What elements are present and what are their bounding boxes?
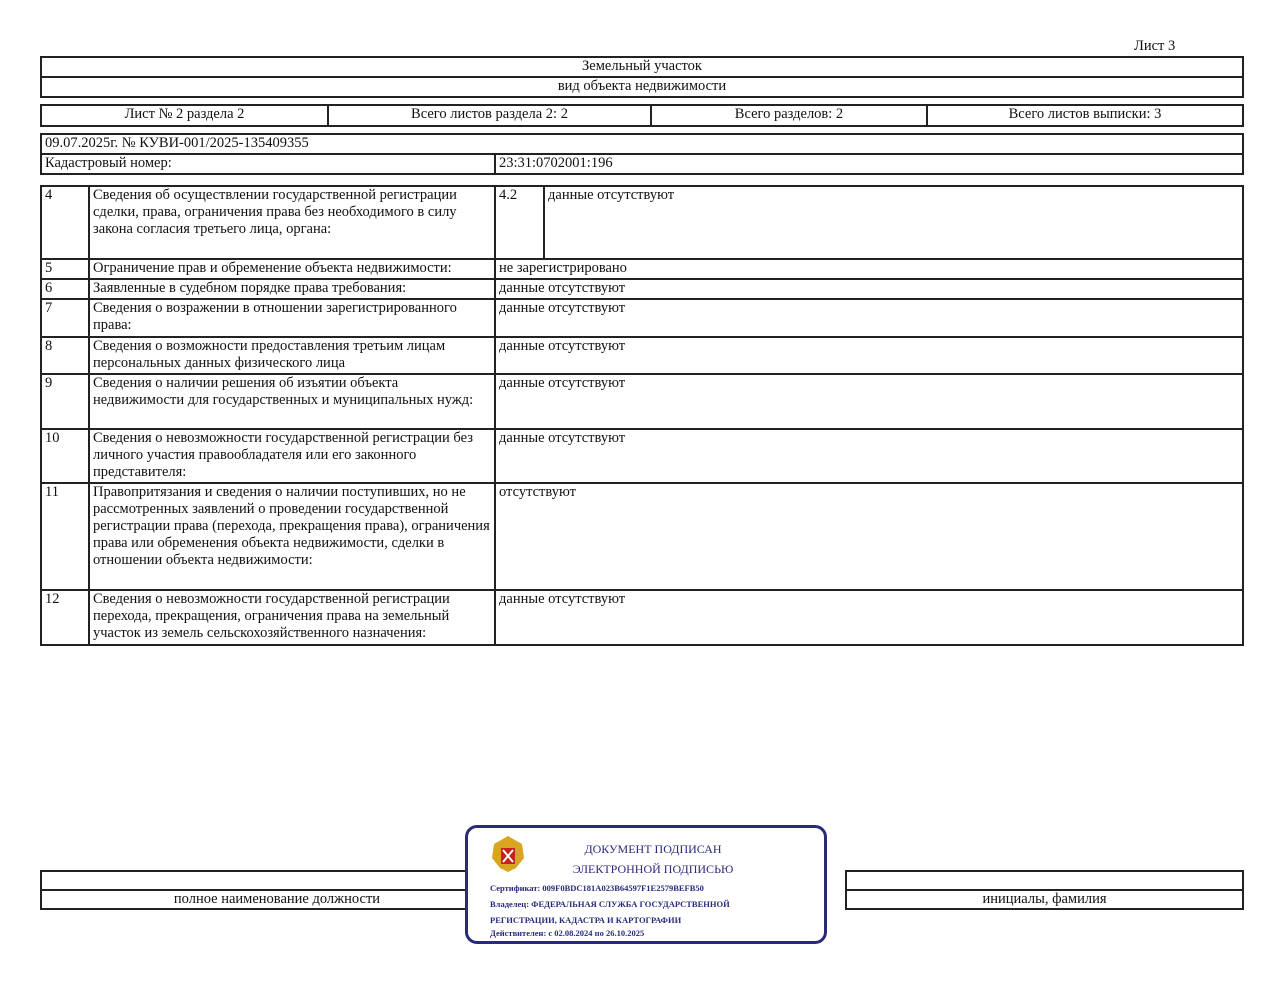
row-number: 4 — [41, 186, 89, 259]
row-number: 8 — [41, 337, 89, 374]
stamp-title-2: ЭЛЕКТРОННОЙ ПОДПИСЬЮ — [572, 862, 734, 876]
row-subnumber: 4.2 — [495, 186, 544, 259]
stamp-owner-2: РЕГИСТРАЦИИ, КАДАСТРА И КАРТОГРАФИИ — [490, 915, 682, 925]
electronic-signature-stamp — [465, 825, 827, 944]
row-number: 7 — [41, 299, 89, 337]
stamp-valid: Действителен: с 02.08.2024 по 26.10.2025 — [490, 928, 645, 938]
row-title: Сведения о возражении в отношении зарегистрированного права: — [89, 299, 495, 337]
stamp-title-1: ДОКУМЕНТ ПОДПИСАН — [584, 842, 722, 856]
table-row — [41, 374, 1243, 429]
row-number: 10 — [41, 429, 89, 483]
row-title: Правопритязания и сведения о наличии поступивших, но не рассмотренных заявлений о проведении государственной регистрации права (перехода, прекращения права), ограничения права или обременения объекта недвижимости, сделки в отношении объекта недвижимости: — [89, 483, 495, 590]
sheet-info-table — [40, 104, 1244, 127]
row-title: Ограничение прав и обременение объекта недвижимости: — [89, 259, 495, 279]
row-number: 9 — [41, 374, 89, 429]
row-title: Сведения о невозможности государственной регистрации без личного участия правообладателя или его законного представителя: — [89, 429, 495, 483]
row-value: данные отсутствуют — [495, 337, 1243, 374]
table-row — [41, 299, 1243, 337]
name-caption: инициалы, фамилия — [846, 890, 1243, 909]
table-row — [41, 337, 1243, 374]
object-type-table — [40, 56, 1244, 98]
document-number: 09.07.2025г. № КУВИ-001/2025-135409355 — [41, 134, 1243, 154]
row-number: 5 — [41, 259, 89, 279]
section-sheets: Всего листов раздела 2: 2 — [328, 105, 651, 126]
sheet-label: Лист 3 — [1134, 38, 1176, 54]
row-title: Сведения о наличии решения об изъятии объекта недвижимости для государственных и муниципальных нужд: — [89, 374, 495, 429]
sheet-number: Лист № 2 раздела 2 — [41, 105, 328, 126]
row-value: данные отсутствуют — [495, 429, 1243, 483]
row-value: данные отсутствуют — [544, 186, 1243, 259]
row-title: Сведения о невозможности государственной регистрации перехода, прекращения, ограничения права на земельный участок из земель сельскохозяйственного назначения: — [89, 590, 495, 645]
stamp-certificate: Сертификат: 009F0BDC181A023B64597F1E2579BEFB50 — [490, 883, 704, 893]
object-type: Земельный участок — [41, 57, 1243, 77]
cadastral-label: Кадастровый номер: — [41, 154, 495, 174]
rights-table — [40, 185, 1244, 646]
row-value: отсутствуют — [495, 483, 1243, 590]
row-value: данные отсутствуют — [495, 374, 1243, 429]
document-info-table — [40, 133, 1244, 175]
row-value: данные отсутствуют — [495, 590, 1243, 645]
row-title: Заявленные в судебном порядке права требования: — [89, 279, 495, 299]
table-row — [41, 590, 1243, 645]
row-title: Сведения об осуществлении государственной регистрации сделки, права, ограничения права без необходимого в силу закона согласия третьего лица, органа: — [89, 186, 495, 259]
row-value: данные отсутствуют — [495, 299, 1243, 337]
row-title: Сведения о возможности предоставления третьим лицам персональных данных физического лица — [89, 337, 495, 374]
table-row — [41, 429, 1243, 483]
object-type-caption: вид объекта недвижимости — [41, 77, 1243, 97]
cadastral-number: 23:31:0702001:196 — [495, 154, 1243, 174]
table-row — [41, 279, 1243, 299]
table-row — [41, 186, 1243, 259]
row-number: 11 — [41, 483, 89, 590]
row-value: не зарегистрировано — [495, 259, 1243, 279]
row-value: данные отсутствуют — [495, 279, 1243, 299]
total-sheets: Всего листов выписки: 3 — [927, 105, 1243, 126]
table-row — [41, 483, 1243, 590]
coat-of-arms-icon — [488, 832, 528, 876]
position-caption: полное наименование должности — [41, 890, 513, 909]
total-sections: Всего разделов: 2 — [651, 105, 927, 126]
row-number: 6 — [41, 279, 89, 299]
table-row — [41, 259, 1243, 279]
stamp-owner-1: Владелец: ФЕДЕРАЛЬНАЯ СЛУЖБА ГОСУДАРСТВЕННОЙ — [490, 899, 730, 909]
row-number: 12 — [41, 590, 89, 645]
